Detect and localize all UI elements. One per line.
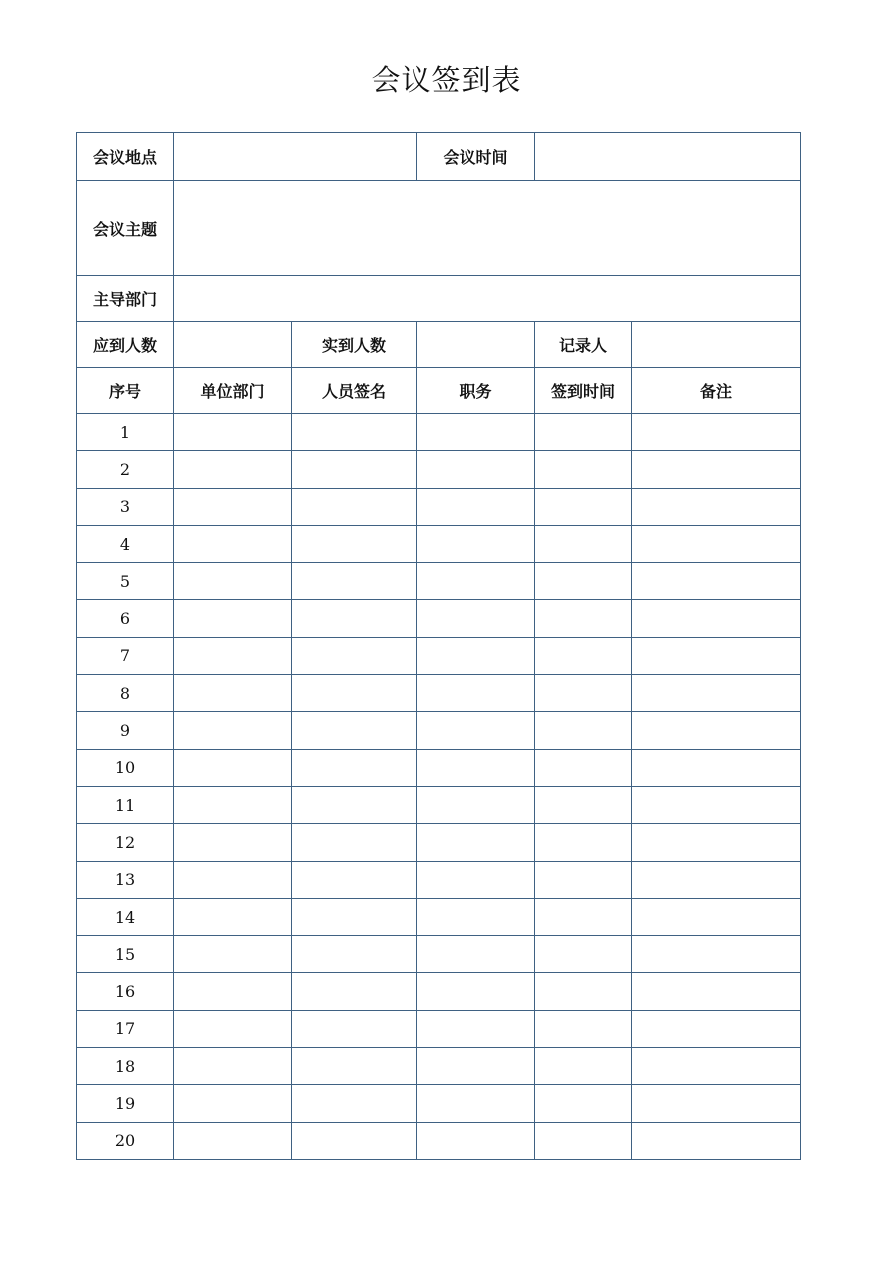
signin-time-cell[interactable]	[535, 1010, 632, 1047]
signature-cell[interactable]	[292, 488, 417, 525]
signin-time-cell[interactable]	[535, 712, 632, 749]
row-number: 17	[77, 1010, 174, 1047]
row-number: 11	[77, 786, 174, 823]
expected-field[interactable]	[174, 322, 292, 368]
position-cell[interactable]	[417, 1122, 535, 1159]
position-cell[interactable]	[417, 600, 535, 637]
row-number: 15	[77, 936, 174, 973]
signin-time-cell[interactable]	[535, 637, 632, 674]
recorder-label: 记录人	[535, 322, 632, 368]
row-number: 5	[77, 563, 174, 600]
remark-cell[interactable]	[632, 675, 801, 712]
unit-cell[interactable]	[174, 675, 292, 712]
unit-cell[interactable]	[174, 1122, 292, 1159]
col-header-position: 职务	[417, 368, 535, 414]
row-number: 4	[77, 525, 174, 562]
unit-cell[interactable]	[174, 936, 292, 973]
signin-time-cell[interactable]	[535, 749, 632, 786]
unit-cell[interactable]	[174, 1010, 292, 1047]
unit-cell[interactable]	[174, 414, 292, 451]
position-cell[interactable]	[417, 936, 535, 973]
location-field[interactable]	[174, 133, 417, 181]
signin-time-cell[interactable]	[535, 525, 632, 562]
remark-cell[interactable]	[632, 712, 801, 749]
remark-cell[interactable]	[632, 1010, 801, 1047]
position-cell[interactable]	[417, 824, 535, 861]
position-cell[interactable]	[417, 712, 535, 749]
unit-cell[interactable]	[174, 525, 292, 562]
remark-cell[interactable]	[632, 1122, 801, 1159]
signin-time-cell[interactable]	[535, 563, 632, 600]
row-number: 16	[77, 973, 174, 1010]
signature-cell[interactable]	[292, 414, 417, 451]
column-header-row	[77, 368, 801, 414]
table-row	[77, 451, 801, 488]
signature-cell[interactable]	[292, 712, 417, 749]
position-cell[interactable]	[417, 749, 535, 786]
signature-cell[interactable]	[292, 824, 417, 861]
row-number: 3	[77, 488, 174, 525]
signin-time-cell[interactable]	[535, 824, 632, 861]
table-row	[77, 600, 801, 637]
signature-cell[interactable]	[292, 1048, 417, 1085]
sign-in-table	[76, 132, 801, 1160]
signin-time-cell[interactable]	[535, 675, 632, 712]
table-row	[77, 675, 801, 712]
table-row	[77, 1010, 801, 1047]
row-number: 19	[77, 1085, 174, 1122]
remark-cell[interactable]	[632, 488, 801, 525]
position-cell[interactable]	[417, 1085, 535, 1122]
topic-field[interactable]	[174, 181, 801, 276]
row-number: 1	[77, 414, 174, 451]
table-row	[77, 936, 801, 973]
actual-label: 实到人数	[292, 322, 417, 368]
signin-time-cell[interactable]	[535, 600, 632, 637]
row-number: 10	[77, 749, 174, 786]
table-row	[77, 637, 801, 674]
dept-label: 主导部门	[77, 276, 174, 322]
row-number: 2	[77, 451, 174, 488]
signin-time-cell[interactable]	[535, 861, 632, 898]
col-header-unit: 单位部门	[174, 368, 292, 414]
signature-cell[interactable]	[292, 451, 417, 488]
remark-cell[interactable]	[632, 563, 801, 600]
signin-time-cell[interactable]	[535, 1048, 632, 1085]
signin-time-cell[interactable]	[535, 898, 632, 935]
remark-cell[interactable]	[632, 861, 801, 898]
signin-time-cell[interactable]	[535, 936, 632, 973]
unit-cell[interactable]	[174, 786, 292, 823]
col-header-signature: 人员签名	[292, 368, 417, 414]
dept-row	[77, 276, 801, 322]
remark-cell[interactable]	[632, 898, 801, 935]
recorder-field[interactable]	[632, 322, 801, 368]
remark-cell[interactable]	[632, 824, 801, 861]
signature-cell[interactable]	[292, 786, 417, 823]
col-header-no: 序号	[77, 368, 174, 414]
time-field[interactable]	[535, 133, 801, 181]
table-row	[77, 414, 801, 451]
signature-cell[interactable]	[292, 563, 417, 600]
row-number: 9	[77, 712, 174, 749]
row-number: 12	[77, 824, 174, 861]
table-row	[77, 861, 801, 898]
signature-cell[interactable]	[292, 600, 417, 637]
remark-cell[interactable]	[632, 749, 801, 786]
table-row	[77, 898, 801, 935]
table-row	[77, 749, 801, 786]
unit-cell[interactable]	[174, 1048, 292, 1085]
position-cell[interactable]	[417, 1048, 535, 1085]
expected-label: 应到人数	[77, 322, 174, 368]
col-header-signin-time: 签到时间	[535, 368, 632, 414]
unit-cell[interactable]	[174, 488, 292, 525]
table-row	[77, 563, 801, 600]
position-cell[interactable]	[417, 1010, 535, 1047]
position-cell[interactable]	[417, 786, 535, 823]
unit-cell[interactable]	[174, 749, 292, 786]
remark-cell[interactable]	[632, 1048, 801, 1085]
signature-cell[interactable]	[292, 1122, 417, 1159]
remark-cell[interactable]	[632, 973, 801, 1010]
position-cell[interactable]	[417, 525, 535, 562]
table-row	[77, 973, 801, 1010]
unit-cell[interactable]	[174, 451, 292, 488]
location-label: 会议地点	[77, 133, 174, 181]
attendance-row	[77, 322, 801, 368]
unit-cell[interactable]	[174, 861, 292, 898]
page-title: 会议签到表	[371, 63, 522, 97]
position-cell[interactable]	[417, 488, 535, 525]
row-number: 6	[77, 600, 174, 637]
unit-cell[interactable]	[174, 563, 292, 600]
signin-time-cell[interactable]	[535, 1122, 632, 1159]
unit-cell[interactable]	[174, 600, 292, 637]
signin-time-cell[interactable]	[535, 414, 632, 451]
time-label: 会议时间	[417, 133, 535, 181]
topic-label: 会议主题	[77, 181, 174, 276]
signin-time-cell[interactable]	[535, 786, 632, 823]
unit-cell[interactable]	[174, 824, 292, 861]
table-row	[77, 1085, 801, 1122]
signature-cell[interactable]	[292, 525, 417, 562]
signature-cell[interactable]	[292, 973, 417, 1010]
signin-time-cell[interactable]	[535, 451, 632, 488]
location-time-row	[77, 133, 801, 181]
remark-cell[interactable]	[632, 451, 801, 488]
signature-cell[interactable]	[292, 675, 417, 712]
table-row	[77, 786, 801, 823]
dept-field[interactable]	[174, 276, 801, 322]
table-row	[77, 525, 801, 562]
topic-row	[77, 181, 801, 276]
signature-cell[interactable]	[292, 1085, 417, 1122]
signature-cell[interactable]	[292, 1010, 417, 1047]
remark-cell[interactable]	[632, 1085, 801, 1122]
remark-cell[interactable]	[632, 600, 801, 637]
signature-cell[interactable]	[292, 749, 417, 786]
signin-time-cell[interactable]	[535, 488, 632, 525]
position-cell[interactable]	[417, 637, 535, 674]
unit-cell[interactable]	[174, 637, 292, 674]
position-cell[interactable]	[417, 451, 535, 488]
position-cell[interactable]	[417, 675, 535, 712]
table-row	[77, 1122, 801, 1159]
row-number: 13	[77, 861, 174, 898]
remark-cell[interactable]	[632, 936, 801, 973]
actual-field[interactable]	[417, 322, 535, 368]
remark-cell[interactable]	[632, 525, 801, 562]
signature-cell[interactable]	[292, 861, 417, 898]
col-header-remark: 备注	[632, 368, 801, 414]
signin-time-cell[interactable]	[535, 1085, 632, 1122]
row-number: 20	[77, 1122, 174, 1159]
signature-cell[interactable]	[292, 637, 417, 674]
signature-cell[interactable]	[292, 936, 417, 973]
unit-cell[interactable]	[174, 1085, 292, 1122]
position-cell[interactable]	[417, 414, 535, 451]
table-row	[77, 1048, 801, 1085]
row-number: 18	[77, 1048, 174, 1085]
signin-time-cell[interactable]	[535, 973, 632, 1010]
position-cell[interactable]	[417, 898, 535, 935]
unit-cell[interactable]	[174, 712, 292, 749]
signature-cell[interactable]	[292, 898, 417, 935]
table-row	[77, 488, 801, 525]
row-number: 7	[77, 637, 174, 674]
remark-cell[interactable]	[632, 786, 801, 823]
position-cell[interactable]	[417, 563, 535, 600]
remark-cell[interactable]	[632, 414, 801, 451]
row-number: 8	[77, 675, 174, 712]
unit-cell[interactable]	[174, 973, 292, 1010]
unit-cell[interactable]	[174, 898, 292, 935]
table-row	[77, 712, 801, 749]
remark-cell[interactable]	[632, 637, 801, 674]
position-cell[interactable]	[417, 861, 535, 898]
table-row	[77, 824, 801, 861]
row-number: 14	[77, 898, 174, 935]
position-cell[interactable]	[417, 973, 535, 1010]
